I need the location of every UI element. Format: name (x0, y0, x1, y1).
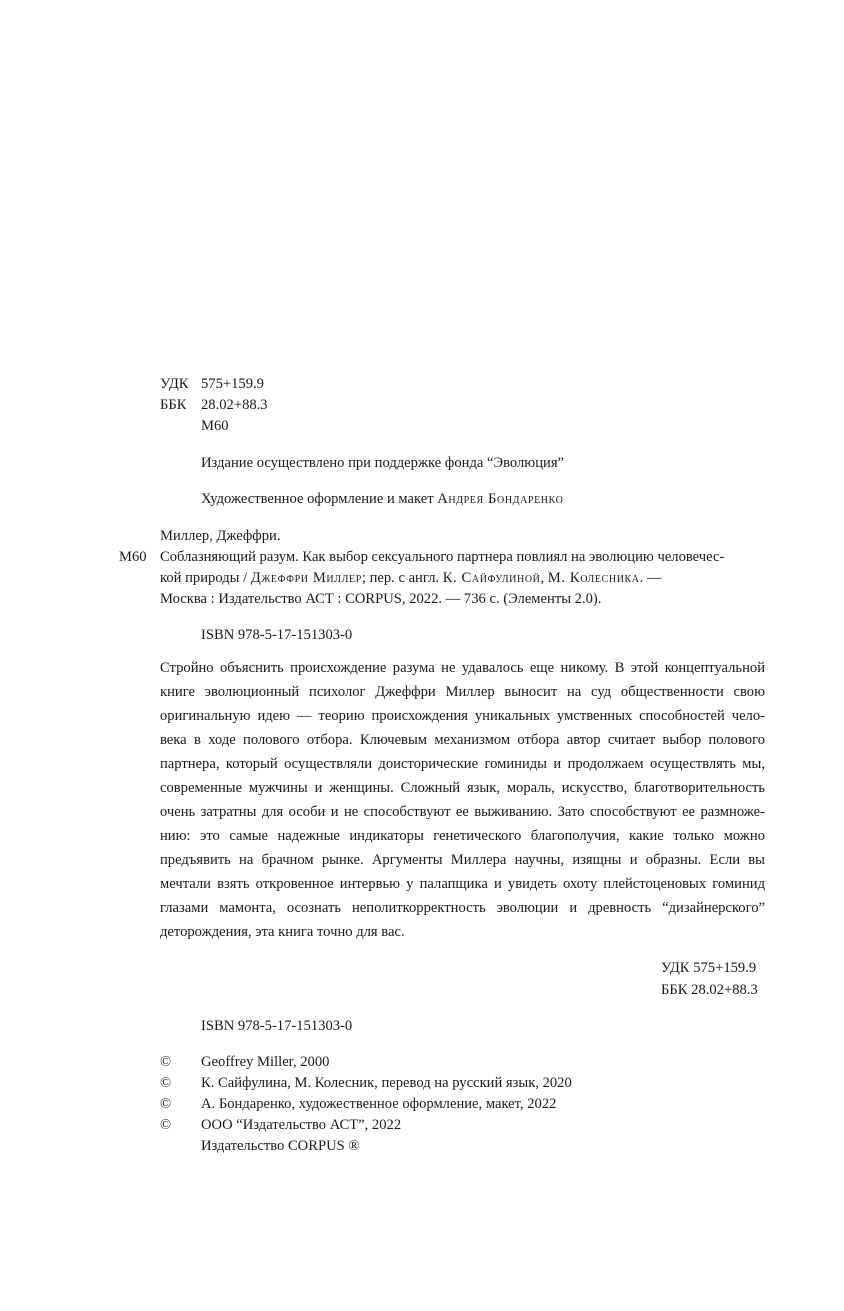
copyright-sign: © (160, 1075, 172, 1091)
author-mark: М60 (201, 418, 229, 434)
bibliographic-mark: М60 (119, 549, 147, 565)
description-line: века в ходе полового отбора. Ключевым механизмом отбора автор считает выбор полового (160, 732, 765, 748)
description-line: очень затратны для особи и не способствуют ее выживанию. Зато способствуют ее размноже- (160, 804, 765, 820)
bibliographic-line-3: Москва : Издательство АСТ : CORPUS, 2022. — 736 с. (Элементы 2.0). (160, 591, 602, 607)
design-credit (201, 491, 563, 508)
bib-line2-translator-1: К. Сайфулиной (442, 570, 541, 586)
bib-line2-author: Джеффри Миллер (250, 570, 362, 586)
description-line: предъявить на брачном рынке. Аргументы Миллера научны, изящны и образны. Если вы (160, 852, 765, 868)
bbk-label: ББК (160, 397, 187, 413)
bibliographic-line-2 (160, 570, 662, 587)
isbn-bottom: ISBN 978-5-17-151303-0 (201, 1018, 353, 1034)
udk-value: 575+159.9 (201, 376, 264, 392)
udk-label: УДК (160, 376, 189, 392)
description-line: деторождения, эта книга точно для вас. (160, 924, 405, 940)
description-line: Стройно объяснить происхождение разума не удавалось еще никому. В этой концептуальной (160, 660, 765, 676)
description-line: оригинальную идею — теорию происхождения уникальных умственных способностей чело- (160, 708, 765, 724)
copyright-text: А. Бондаренко, художественное оформление, макет, 2022 (201, 1096, 557, 1112)
bib-line2-translator-2: М. Колесника (547, 570, 640, 586)
description-line: современные мужчины и женщины. Сложный язык, мораль, искусство, благотворительность (160, 780, 765, 796)
description-line: партнера, который осуществляли доисторические гоминиды и продолжаем осуществлять мы, (160, 756, 765, 772)
copyright-text: Geoffrey Miller, 2000 (201, 1054, 330, 1070)
bib-line2-c: , (540, 570, 548, 586)
copyright-text: К. Сайфулина, М. Колесник, перевод на русский язык, 2020 (201, 1075, 572, 1091)
udk-right: УДК 575+159.9 (661, 960, 757, 976)
design-credit-name: Андрея Бондаренко (437, 491, 564, 507)
bibliographic-line-1: Соблазняющий разум. Как выбор сексуального партнера повлиял на эволюцию человечес- (160, 549, 725, 565)
description-line: книге эволюционный психолог Джеффри Миллер выносит на суд общественности свою (160, 684, 765, 700)
bib-line2-d: . — (639, 570, 662, 586)
author-heading: Миллер, Джеффри. (160, 528, 281, 544)
copyright-sign: © (160, 1096, 172, 1112)
design-credit-prefix: Художественное оформление и макет (201, 491, 434, 507)
description-line: мечтали взять откровенное интервью у палапщика и увидеть охоту плейстоценовых гоминид (160, 876, 765, 892)
bib-line2-b: ; пер. с англ. (361, 570, 443, 586)
bbk-right: ББК 28.02+88.3 (661, 982, 758, 998)
copyright-sign: © (160, 1054, 172, 1070)
description-line: глазами мамонта, осознать неполиткорректность эволюции и древность “дизайнерского” (160, 900, 765, 916)
bib-line2-a: кой природы / (160, 570, 251, 586)
support-note: Издание осуществлено при поддержке фонда “Эволюция” (201, 455, 565, 471)
publisher-mark: Издательство CORPUS ® (201, 1138, 360, 1154)
bbk-value: 28.02+88.3 (201, 397, 268, 413)
copyright-sign: © (160, 1117, 172, 1133)
description-line: нию: это самые надежные индикаторы генетического благополучия, какие только можно (160, 828, 765, 844)
isbn-top: ISBN 978-5-17-151303-0 (201, 627, 353, 643)
copyright-text: ООО “Издательство АСТ”, 2022 (201, 1117, 402, 1133)
